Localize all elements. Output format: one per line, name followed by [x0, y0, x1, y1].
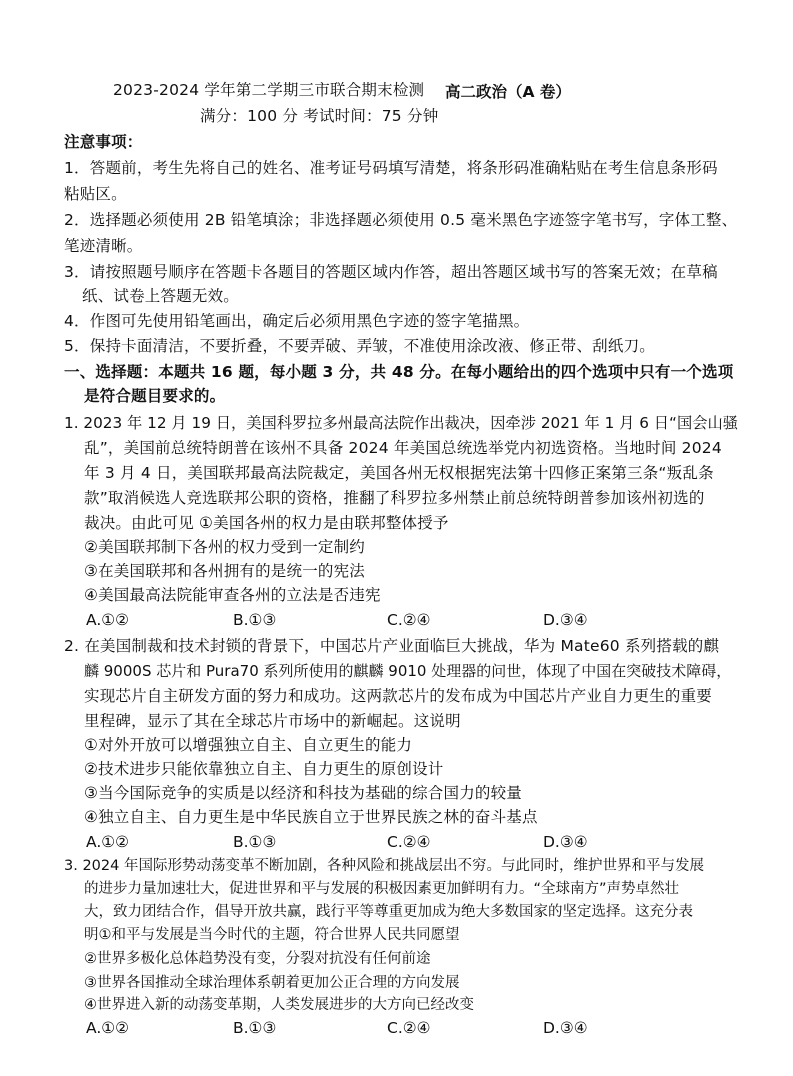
note-line: 3．请按照题号顺序在答题卡各题目的答题区域内作答，超出答题区域书写的答案无效；在草稿 — [64, 263, 718, 281]
q1-option-d[interactable]: D.③④ — [543, 611, 588, 629]
q1-item: ④美国最高法院能审查各州的立法是否违宪 — [84, 586, 381, 604]
q3-stem: 3. 2024 年国际形势动荡变革不断加剧，各种风险和挑战层出不穷。与此同时，维护世界和平与发展 — [64, 858, 704, 874]
q1-option-c[interactable]: C.②④ — [387, 611, 431, 629]
q1-option-b[interactable]: B.①③ — [233, 611, 277, 629]
q3-item: ②世界多极化总体趋势没有变，分裂对抗没有任何前途 — [84, 951, 431, 967]
q2-item: ④独立自主、自力更生是中华民族自立于世界民族之林的奋斗基点 — [84, 808, 538, 826]
q3-option-d[interactable]: D.③④ — [543, 1019, 588, 1037]
q3-option-a[interactable]: A.①② — [86, 1019, 130, 1037]
q1-item: ②美国联邦制下各州的权力受到一定制约 — [84, 538, 365, 556]
exam-subject: 高二政治（A 卷） — [445, 83, 571, 101]
q2-option-c[interactable]: C.②④ — [387, 833, 431, 851]
note-line: 4．作图可先使用铅笔画出，确定后必须用黑色字迹的签字笔描黑。 — [64, 312, 530, 330]
q3-stem: 大，致力团结合作，倡导开放共赢，践行平等尊重更加成为绝大多数国家的坚定选择。这充分表 — [84, 904, 693, 920]
q2-item: ③当今国际竞争的实质是以经济和科技为基础的综合国力的较量 — [84, 784, 522, 802]
exam-subtitle: 满分：100 分 考试时间：75 分钟 — [200, 107, 439, 125]
q3-option-b[interactable]: B.①③ — [233, 1019, 277, 1037]
q2-item: ②技术进步只能依靠独立自主、自力更生的原创设计 — [84, 760, 444, 778]
q1-item: ③在美国联邦和各州拥有的是统一的宪法 — [84, 562, 365, 580]
section-heading-cont: 是符合题目要求的。 — [84, 387, 226, 405]
section-heading: 一、选择题：本题共 16 题，每小题 3 分，共 48 分。在每小题给出的四个选项中只有一个选项 — [64, 363, 734, 381]
q3-item: ④世界进入新的动荡变革期，人类发展进步的大方向已经改变 — [84, 997, 474, 1013]
note-line: 笔迹清晰。 — [64, 237, 143, 255]
q2-option-a[interactable]: A.①② — [86, 833, 130, 851]
q2-option-b[interactable]: B.①③ — [233, 833, 277, 851]
q2-item: ①对外开放可以增强独立自主、自立更生的能力 — [84, 736, 413, 754]
note-line: 5．保持卡面清洁，不要折叠，不要弄破、弄皱，不准使用涂改液、修正带、刮纸刀。 — [64, 337, 655, 355]
q3-item: ③世界各国推动全球治理体系朝着更加公正合理的方向发展 — [84, 975, 460, 991]
note-line: 粘贴区。 — [64, 185, 127, 203]
q2-option-d[interactable]: D.③④ — [543, 833, 588, 851]
notes-heading: 注意事项： — [64, 133, 143, 151]
q1-stem: 款”取消候选人竞选联邦公职的资格，推翻了科罗拉多州禁止前总统特朗普参加该州初选的 — [84, 489, 705, 507]
q3-stem: 的进步力量加速壮大，促进世界和平与发展的积极因素更加鲜明有力。“全球南方”声势卓然壮 — [84, 881, 680, 897]
q2-stem: 2. 在美国制裁和技术封锁的背景下，中国芯片产业面临巨大挑战，华为 Mate60 系列搭载的麒 — [64, 637, 720, 655]
note-line: 1．答题前，考生先将自己的姓名、准考证号码填写清楚，将条形码准确粘贴在考生信息条形码 — [64, 159, 718, 177]
q1-stem: 年 3 月 4 日，美国联邦最高法院裁定，美国各州无权根据宪法第十四修正案第三条“叛乱条 — [84, 464, 714, 482]
q2-stem: 里程碑，显示了其在全球芯片市场中的新崛起。这说明 — [84, 712, 461, 730]
note-line: 纸、试卷上答题无效。 — [82, 287, 240, 305]
q3-stem: 明①和平与发展是当今时代的主题，符合世界人民共同愿望 — [84, 927, 460, 943]
q2-stem: 麟 9000S 芯片和 Pura70 系列所使用的麒麟 9010 处理器的问世，体现了中国在突破技术障碍， — [84, 662, 732, 680]
q1-stem: 1. 2023 年 12 月 19 日，美国科罗拉多州最高法院作出裁决，因牵涉 2021 年 1 月 6 日“国会山骚 — [64, 414, 738, 432]
note-line: 2．选择题必须使用 2B 铅笔填涂；非选择题必须使用 0.5 毫米黑色字迹签字笔书写，字体工整、 — [64, 211, 738, 229]
q1-stem: 裁决。由此可见 ①美国各州的权力是由联邦整体授予 — [84, 514, 449, 532]
q2-stem: 实现芯片自主研发方面的努力和成功。这两款芯片的发布成为中国芯片产业自力更生的重要 — [84, 687, 713, 705]
q3-option-c[interactable]: C.②④ — [387, 1019, 431, 1037]
q1-stem: 乱”，美国前总统特朗普在该州不具备 2024 年美国总统选举党内初选资格。当地时间 2024 — [84, 439, 722, 457]
exam-title: 2023-2024 学年第二学期三市联合期末检测 — [113, 81, 425, 99]
q1-option-a[interactable]: A.①② — [86, 611, 130, 629]
